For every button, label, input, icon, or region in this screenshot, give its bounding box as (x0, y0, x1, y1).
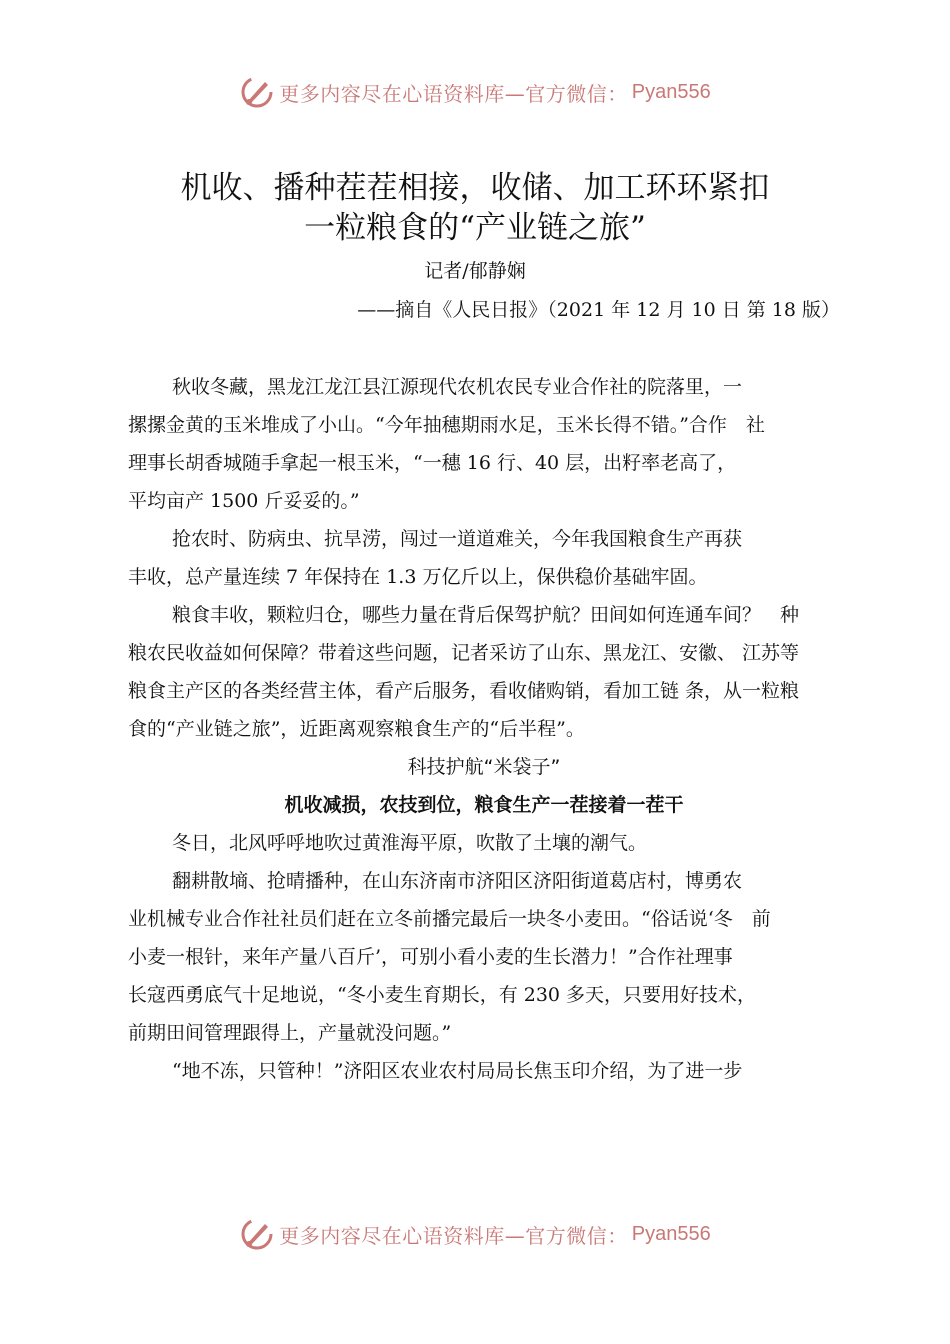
body-line: 秋收冬藏，黑龙江龙江县江源现代农机农民专业合作社的院落里，一 (172, 376, 743, 398)
body-line: 丰收，总产量连续 7 年保持在 1.3 万亿斤以上，保供稳价基础牢固。 (128, 566, 708, 588)
article-body (128, 368, 840, 1090)
article-title-line-1: 机收、播种茬茬相接，收储、加工环环紧扣 (180, 170, 770, 206)
body-line: 业机械专业合作社社员们赶在立冬前播完最后一块冬小麦田。“俗话说‘冬 前 (128, 908, 771, 930)
body-line: 食的“产业链之旅”，近距离观察粮食生产的“后半程”。 (128, 718, 585, 740)
body-line: 小麦一根针，来年产量八百斤’，可别小看小麦的生长潜力！”合作社理事 (128, 946, 733, 968)
section-subheading: 机收减损，农技到位，粮食生产一茬接着一茬干 (284, 794, 684, 816)
body-line: “地不冻，只管种！”济阳区农业农村局局长焦玉印介绍，为了进一步 (172, 1060, 743, 1082)
brush-logo-icon (239, 1216, 275, 1252)
watermark-text: 更多内容尽在心语资料库—官方微信： (279, 81, 628, 106)
body-line: 平均亩产 1500 斤妥妥的。” (128, 490, 360, 512)
body-line: 前期田间管理跟得上，产量就没问题。” (128, 1022, 452, 1044)
brush-logo-icon (239, 74, 275, 110)
body-line: 摞摞金黄的玉米堆成了小山。“今年抽穗期雨水足，玉米长得不错。”合作 社 (128, 414, 765, 436)
body-line: 长寇西勇底气十足地说，“冬小麦生育期长，有 230 多天，只要用好技术， (128, 984, 757, 1006)
article-source: ——摘自《人民日报》（2021 年 12 月 10 日 第 18 版） (357, 299, 840, 321)
article-title-line-2: 一粒粮食的“产业链之旅” (304, 210, 646, 246)
watermark-wechat-id: Pyan556 (631, 1222, 711, 1245)
body-line: 抢农时、防病虫、抗旱涝，闯过一道道难关，今年我国粮食生产再获 (172, 528, 743, 550)
body-line: 冬日，北风呼呼地吹过黄淮海平原，吹散了土壤的潮气。 (172, 832, 648, 854)
article-author: 记者/郁静娴 (424, 260, 526, 282)
watermark-text: 更多内容尽在心语资料库—官方微信： (279, 1223, 628, 1248)
watermark-banner-bottom (0, 1214, 950, 1254)
body-line: 翻耕散墒、抢晴播种，在山东济南市济阳区济阳街道葛店村，博勇农 (172, 870, 743, 892)
watermark-banner-top (0, 72, 950, 112)
body-line: 粮食丰收，颗粒归仓，哪些力量在背后保驾护航？田间如何连通车间？ 种 (172, 604, 800, 626)
section-heading: 科技护航“米袋子” (407, 756, 561, 778)
body-line: 粮食主产区的各类经营主体，看产后服务，看收储购销，看加工链 条，从一粒粮 (128, 680, 800, 702)
body-line: 粮农民收益如何保障？带着这些问题，记者采访了山东、黑龙江、安徽、 江苏等 (128, 642, 800, 664)
body-line: 理事长胡香城随手拿起一根玉米，“一穗 16 行、40 层，出籽率老高了， (128, 452, 737, 474)
watermark-wechat-id: Pyan556 (631, 80, 711, 103)
